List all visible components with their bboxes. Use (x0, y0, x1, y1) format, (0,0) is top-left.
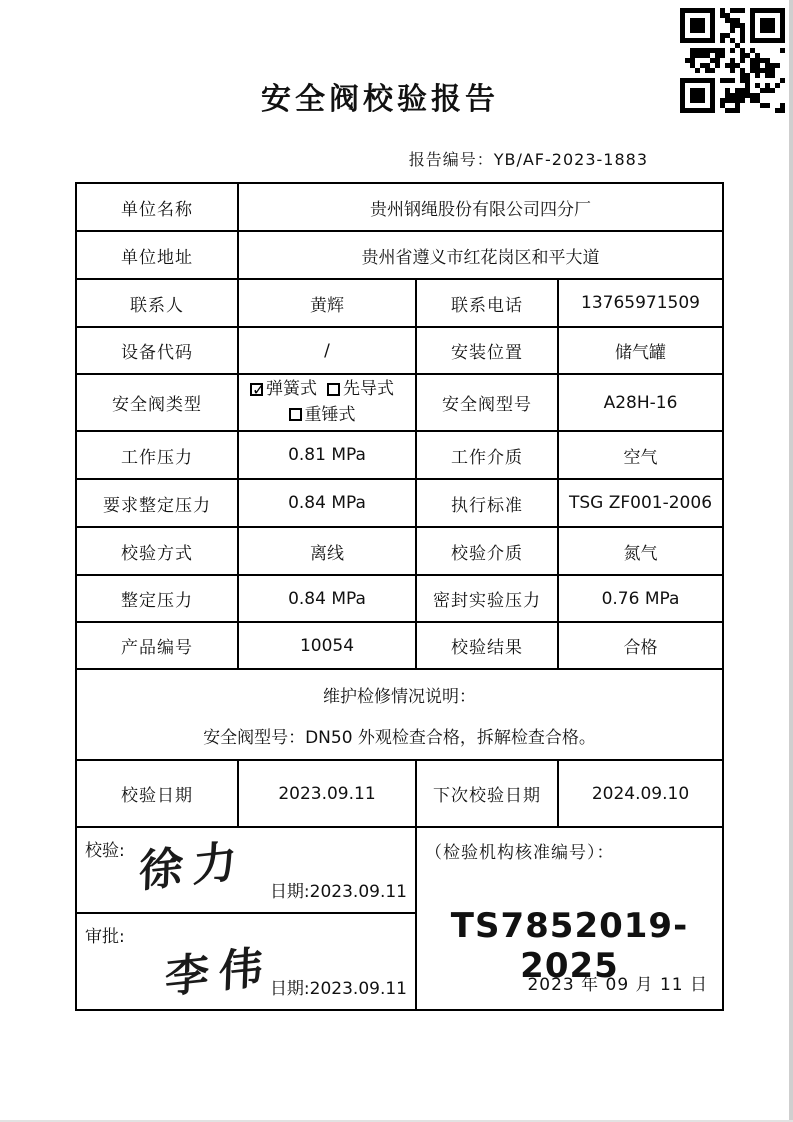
work-medium-value: 空气 (558, 431, 723, 479)
seal-test-pressure-label: 密封实验压力 (416, 575, 558, 622)
option-pilot (327, 377, 394, 401)
work-medium-label: 工作介质 (416, 431, 558, 479)
device-code-value: / (238, 327, 416, 374)
work-pressure-value: 0.81 MPa (238, 431, 416, 479)
calib-medium-value: 氮气 (558, 527, 723, 575)
required-set-pressure-label: 要求整定压力 (76, 479, 238, 527)
option-spring-label: 弹簧式 (266, 379, 317, 399)
row-work-pressure (76, 431, 723, 479)
valve-type-options (238, 374, 416, 431)
row-verifier (76, 827, 723, 913)
maintenance-cell (76, 669, 723, 760)
calib-medium-label: 校验介质 (416, 527, 558, 575)
issue-date: 2023 年 09 月 11 日 (527, 975, 708, 995)
row-calib-date (76, 760, 723, 827)
unit-address-label: 单位地址 (76, 231, 238, 279)
row-unit-name (76, 183, 723, 231)
calib-date-label: 校验日期 (76, 760, 238, 827)
phone-value: 13765971509 (558, 279, 723, 327)
work-pressure-label: 工作压力 (76, 431, 238, 479)
location-value: 储气罐 (558, 327, 723, 374)
row-product-no (76, 622, 723, 669)
contact-label: 联系人 (76, 279, 238, 327)
row-contact (76, 279, 723, 327)
verifier-signature: 徐力 (138, 835, 248, 898)
unit-name-label: 单位名称 (76, 183, 238, 231)
verifier-date: 日期:2023.09.11 (269, 882, 407, 902)
verifier-cell (76, 827, 416, 913)
maintenance-note: 安全阀型号：DN50 外观检查合格，拆解检查合格。 (203, 727, 596, 748)
approver-date: 日期:2023.09.11 (269, 979, 407, 999)
approver-signature: 李伟 (164, 941, 274, 1004)
checkbox-unchecked-icon (327, 383, 340, 396)
calib-method-value: 离线 (238, 527, 416, 575)
report-number (0, 147, 648, 170)
valve-model-label: 安全阀型号 (416, 374, 558, 431)
row-set-pressure (76, 575, 723, 622)
report-number-label: 报告编号： (408, 150, 494, 169)
result-value: 合格 (558, 622, 723, 669)
contact-value: 黄辉 (238, 279, 416, 327)
valve-model-value: A28H-16 (558, 374, 723, 431)
calib-date-value: 2023.09.11 (238, 760, 416, 827)
required-set-pressure-value: 0.84 MPa (238, 479, 416, 527)
row-required-set-pressure (76, 479, 723, 527)
verifier-label: 校验: (85, 841, 125, 861)
next-calib-date-value: 2024.09.10 (558, 760, 723, 827)
device-code-label: 设备代码 (76, 327, 238, 374)
page-edge-right (789, 0, 793, 1122)
page-title: 安全阀校验报告 (261, 82, 499, 117)
row-calib-method (76, 527, 723, 575)
report-table (75, 182, 724, 1011)
row-valve-type (76, 374, 723, 431)
option-pilot-label: 先导式 (343, 379, 394, 399)
valve-type-label: 安全阀类型 (76, 374, 238, 431)
agency-cell (416, 827, 723, 1010)
checkbox-unchecked-icon (289, 408, 302, 421)
calib-method-label: 校验方式 (76, 527, 238, 575)
product-no-value: 10054 (238, 622, 416, 669)
next-calib-date-label: 下次校验日期 (416, 760, 558, 827)
row-device (76, 327, 723, 374)
agency-number-label: （检验机构核准编号）： (425, 843, 615, 863)
standard-label: 执行标准 (416, 479, 558, 527)
agency-number-value: TS7852019-2025 (450, 906, 689, 986)
row-unit-address (76, 231, 723, 279)
unit-name-value: 贵州钢绳股份有限公司四分厂 (238, 183, 723, 231)
report-number-value: YB/AF-2023-1883 (493, 150, 648, 169)
approver-label: 审批: (85, 927, 125, 947)
standard-value: TSG ZF001-2006 (558, 479, 723, 527)
maintenance-title: 维护检修情况说明： (323, 686, 476, 707)
option-spring (250, 377, 317, 401)
set-pressure-label: 整定压力 (76, 575, 238, 622)
row-maintenance (76, 669, 723, 760)
checkbox-checked-icon (250, 383, 263, 396)
seal-test-pressure-value: 0.76 MPa (558, 575, 723, 622)
result-label: 校验结果 (416, 622, 558, 669)
product-no-label: 产品编号 (76, 622, 238, 669)
unit-address-value: 贵州省遵义市红花岗区和平大道 (238, 231, 723, 279)
approver-cell (76, 913, 416, 1010)
option-weight-label: 重锤式 (304, 404, 356, 425)
phone-label: 联系电话 (416, 279, 558, 327)
location-label: 安装位置 (416, 327, 558, 374)
set-pressure-value: 0.84 MPa (238, 575, 416, 622)
option-weight (289, 403, 356, 427)
